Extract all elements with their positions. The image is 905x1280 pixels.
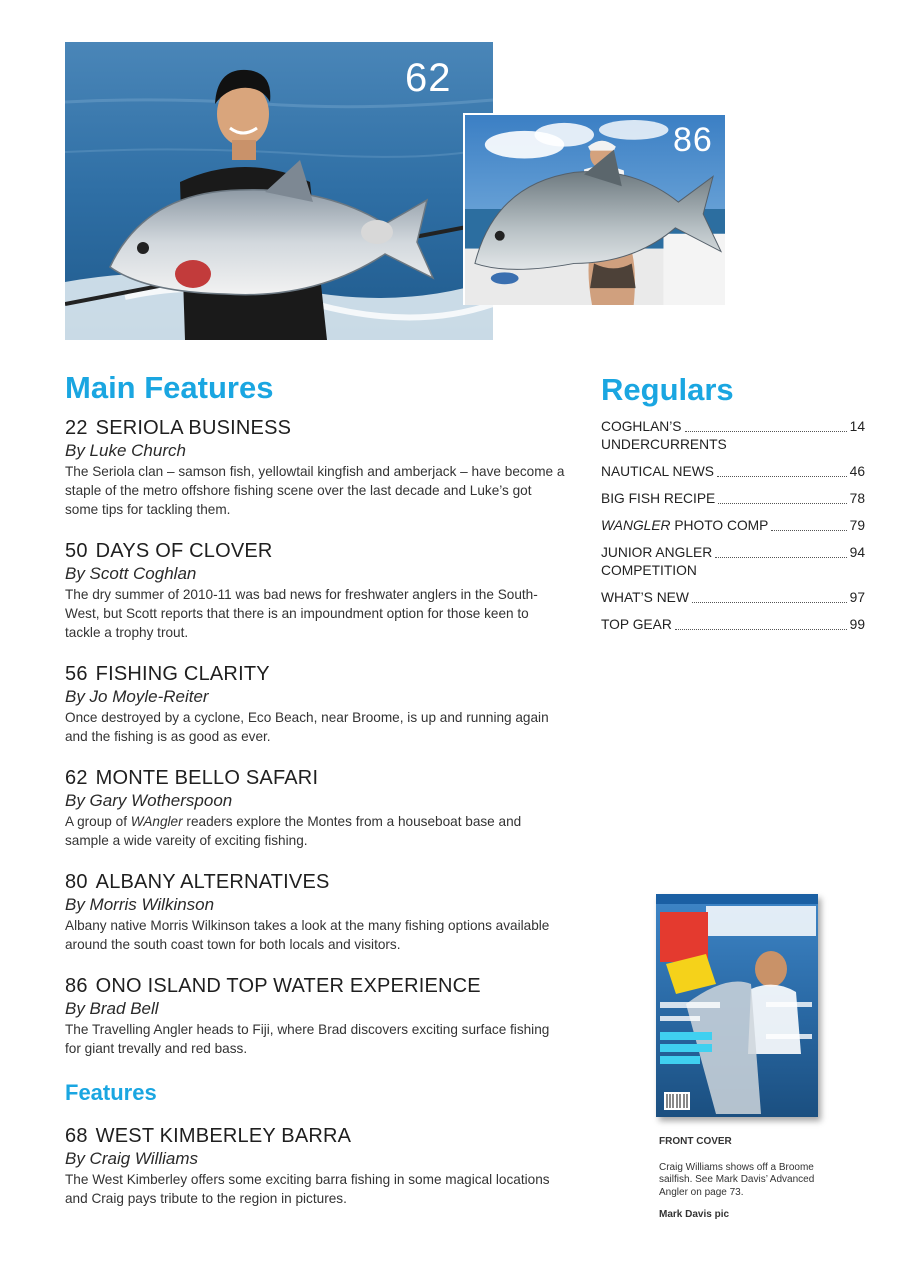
regular-label: NAUTICAL NEWS — [601, 464, 714, 479]
main-features-heading: Main Features — [65, 370, 274, 405]
feature-page-number: 56 — [65, 663, 88, 685]
feature-title: FISHING CLARITY — [95, 663, 270, 685]
regular-item-junior-angler[interactable] — [601, 544, 865, 562]
regular-label: COGHLAN’S — [601, 419, 682, 434]
feature-page-number: 86 — [65, 975, 88, 997]
regular-page-number: 79 — [849, 518, 865, 533]
photo-gt-boat — [463, 113, 725, 305]
photo-trevally-angler — [65, 42, 493, 340]
feature-description — [65, 812, 565, 850]
regular-label: BIG FISH RECIPE — [601, 491, 716, 506]
regular-label-continuation: UNDERCURRENTS — [601, 437, 727, 452]
feature-heading — [65, 662, 565, 686]
caption-title: FRONT COVER — [659, 1136, 732, 1147]
feature-monte-bello-safari[interactable] — [65, 766, 565, 850]
feature-heading — [65, 974, 565, 998]
feature-description-end: readers explore the Montes from a houseboat base and sample a wide vareity of exciting fishing. — [65, 814, 522, 848]
regulars-column — [601, 372, 865, 643]
front-cover-image — [656, 894, 818, 1117]
feature-title: WEST KIMBERLEY BARRA — [95, 1125, 352, 1147]
regular-item-big-fish-recipe[interactable] — [601, 490, 865, 508]
regular-page-number: 94 — [849, 545, 865, 560]
regular-page-number: 99 — [849, 617, 865, 632]
feature-albany-alternatives[interactable] — [65, 870, 565, 954]
feature-page-number: 50 — [65, 540, 88, 562]
regular-page-number: 97 — [849, 590, 865, 605]
caption-photo-credit: Mark Davis pic — [659, 1209, 730, 1220]
regular-label — [601, 517, 768, 535]
dot-leader — [692, 602, 847, 603]
feature-heading — [65, 1124, 565, 1148]
dot-leader — [717, 476, 847, 477]
features-subheading: Features — [65, 1080, 157, 1105]
feature-title: DAYS OF CLOVER — [95, 540, 273, 562]
feature-fishing-clarity[interactable] — [65, 662, 565, 746]
caption-text: Craig Williams shows off a Broome sailfish. See Mark Davis’ Advanced Angler on page 73. — [659, 1161, 815, 1198]
dot-leader — [685, 431, 847, 432]
photo-page-number-62: 62 — [405, 56, 452, 100]
feature-page-number: 22 — [65, 417, 88, 439]
feature-byline: By Jo Moyle-Reiter — [65, 687, 209, 706]
regular-label: JUNIOR ANGLER — [601, 545, 713, 560]
regular-item-top-gear[interactable] — [601, 616, 865, 634]
feature-description-start: A group of — [65, 814, 131, 829]
feature-description: The Travelling Angler heads to Fiji, where Brad discovers exciting surface fishing for giant trevally and red bass. — [65, 1022, 550, 1056]
regulars-heading: Regulars — [601, 372, 734, 407]
feature-byline: By Morris Wilkinson — [65, 895, 215, 914]
regular-label: WHAT’S NEW — [601, 590, 689, 605]
regular-page-number: 78 — [849, 491, 865, 506]
front-cover-thumbnail[interactable] — [656, 894, 818, 1117]
feature-description: The West Kimberley offers some exciting barra fishing in some magical locations and Craig pays tribute to the region in pictures. — [65, 1172, 550, 1206]
feature-title: ONO ISLAND TOP WATER EXPERIENCE — [95, 975, 481, 997]
photo-page-number-86: 86 — [673, 121, 713, 159]
feature-byline: By Brad Bell — [65, 999, 159, 1018]
regular-item-nautical-news[interactable] — [601, 463, 865, 481]
feature-byline: By Craig Williams — [65, 1149, 199, 1168]
regular-label: TOP GEAR — [601, 617, 672, 632]
feature-ono-island[interactable] — [65, 974, 565, 1058]
feature-seriola-business[interactable] — [65, 416, 565, 519]
regular-label-magazine-name: WANGLER — [601, 518, 671, 533]
feature-page-number: 62 — [65, 767, 88, 789]
feature-heading — [65, 416, 565, 440]
regular-item-coghlans[interactable] — [601, 418, 865, 436]
regular-page-number: 14 — [849, 419, 865, 434]
regular-item-photo-comp[interactable] — [601, 517, 865, 535]
feature-heading — [65, 870, 565, 894]
feature-heading — [65, 766, 565, 790]
feature-byline: By Gary Wotherspoon — [65, 791, 233, 810]
regular-item-whats-new[interactable] — [601, 589, 865, 607]
feature-west-kimberley-barra[interactable] — [65, 1124, 565, 1208]
feature-description-magazine-name: WAngler — [130, 814, 183, 829]
dot-leader — [718, 503, 846, 504]
regular-label-continuation: COMPETITION — [601, 563, 697, 578]
feature-days-of-clover[interactable] — [65, 539, 565, 642]
regular-page-number: 46 — [849, 464, 865, 479]
regular-label-rest: PHOTO COMP — [670, 518, 769, 533]
feature-title: MONTE BELLO SAFARI — [95, 767, 319, 789]
feature-heading — [65, 539, 565, 563]
feature-byline: By Scott Coghlan — [65, 564, 197, 583]
feature-byline: By Luke Church — [65, 441, 186, 460]
dot-leader — [675, 629, 847, 630]
feature-description: Albany native Morris Wilkinson takes a look at the many fishing options available around the south coast town for both locals and visitors. — [65, 918, 550, 952]
feature-description: The Seriola clan – samson fish, yellowtail kingfish and amberjack – have become a staple of the metro offshore fishing scene over the last decade and Luke’s got some tips for tackling them. — [65, 464, 565, 517]
feature-title: SERIOLA BUSINESS — [95, 417, 292, 439]
feature-description: Once destroyed by a cyclone, Eco Beach, near Broome, is up and running again and the fishing is as good as ever. — [65, 710, 549, 744]
main-features-column — [65, 370, 565, 1208]
front-cover-caption — [659, 1136, 839, 1222]
feature-page-number: 80 — [65, 871, 88, 893]
feature-page-number: 68 — [65, 1125, 88, 1147]
dot-leader — [771, 530, 846, 531]
feature-title: ALBANY ALTERNATIVES — [95, 871, 330, 893]
dot-leader — [715, 557, 846, 558]
feature-description: The dry summer of 2010-11 was bad news for freshwater anglers in the South-West, but Scott reports that there is an impoundment option for those keen to tackle a trophy trout. — [65, 587, 538, 640]
